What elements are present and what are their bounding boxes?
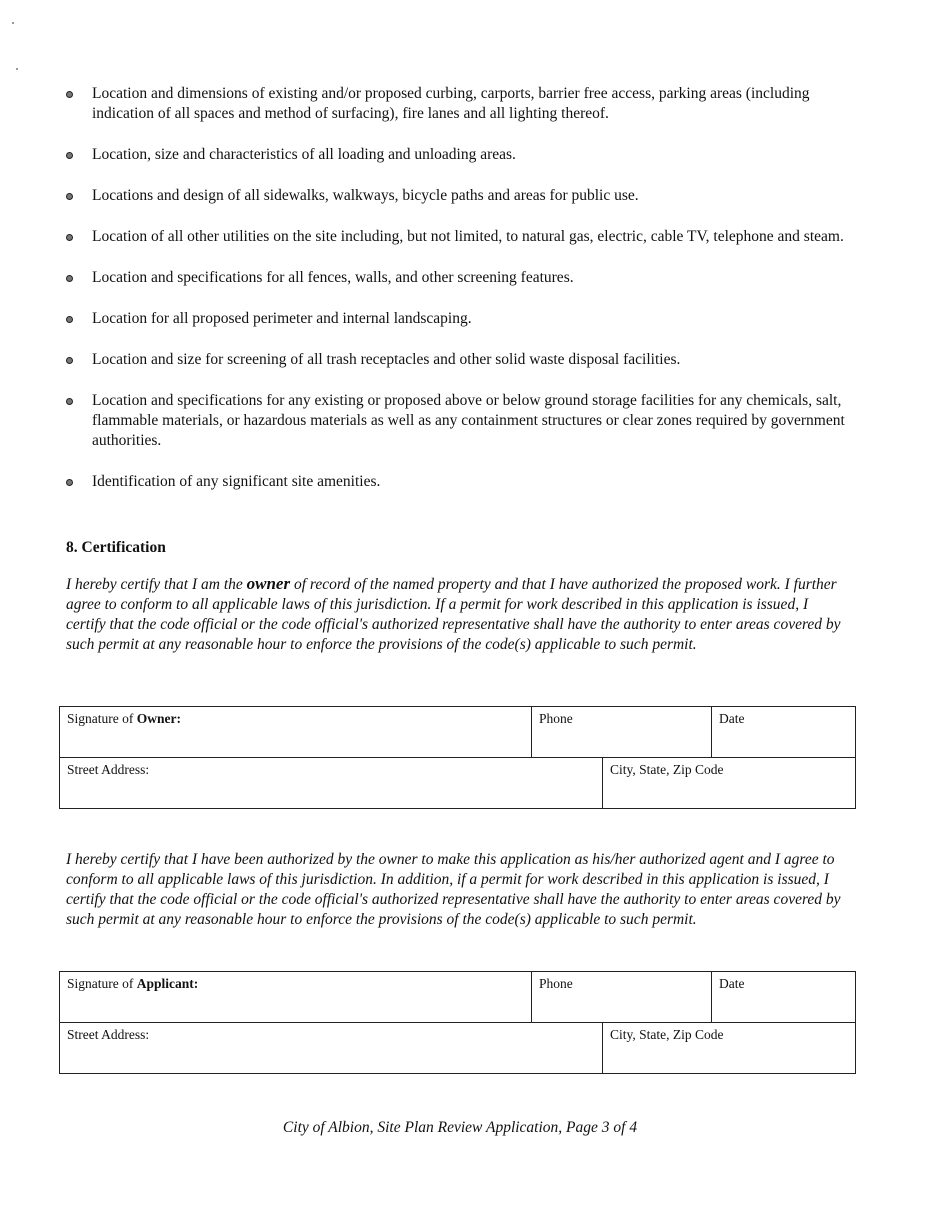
list-item: Identification of any significant site amenities. xyxy=(66,472,856,492)
list-item: Location and size for screening of all trash receptacles and other solid waste disposal facilities. xyxy=(66,350,856,370)
bullet-icon xyxy=(66,479,73,486)
applicant-street-field[interactable]: Street Address: xyxy=(67,1027,150,1042)
bullet-icon xyxy=(66,398,73,405)
bullet-icon xyxy=(66,316,73,323)
list-item: Location and specifications for any existing or proposed above or below ground storage facilities for any chemicals, salt, flammable materials, or hazardous materials as well as any containment structures or clear zones required by government authorities. xyxy=(66,391,856,451)
agent-certification-text: I hereby certify that I have been authorized by the owner to make this application as his/her authorized agent and I agree to conform to all applicable laws of this jurisdiction. In addition, if a permit for work described in this application is issued, I certify that the code official or the code official's authorized representative shall have the authority to enter areas covered by such permit at any reasonable hour to enforce the provisions of the code(s) applicable to such permit. xyxy=(66,851,841,928)
bullet-icon xyxy=(66,91,73,98)
requirements-list xyxy=(66,84,856,513)
bullet-icon xyxy=(66,193,73,200)
applicant-city-field[interactable]: City, State, Zip Code xyxy=(602,1023,855,1073)
bullet-icon xyxy=(66,152,73,159)
table-row xyxy=(60,707,855,757)
bullet-icon xyxy=(66,357,73,364)
applicant-signature-table xyxy=(59,971,856,1074)
table-row xyxy=(60,757,855,808)
table-row xyxy=(60,972,855,1022)
list-item: Location of all other utilities on the site including, but not limited, to natural gas, electric, cable TV, telephone and steam. xyxy=(66,227,856,247)
table-row xyxy=(60,1022,855,1073)
applicant-signature-field[interactable]: Signature of Applicant: xyxy=(67,976,199,991)
owner-certification-text: I hereby certify that I am the owner of record of the named property and that I have authorized the proposed work. I further agree to conform to all applicable laws of this jurisdiction. If a permit for work described in this application is issued, I certify that the code official or the code official's authorized representative shall have the authority to enter areas covered by such permit at any reasonable hour to enforce the provisions of the code(s) applicable to such permit. xyxy=(66,574,841,653)
bullet-icon xyxy=(66,275,73,282)
scan-speck xyxy=(16,68,18,70)
list-item: Location and specifications for all fences, walls, and other screening features. xyxy=(66,268,856,288)
owner-emphasis: owner xyxy=(246,574,291,593)
list-item: Location for all proposed perimeter and internal landscaping. xyxy=(66,309,856,329)
page-footer: City of Albion, Site Plan Review Application, Page 3 of 4 xyxy=(282,1119,638,1136)
owner-city-field[interactable]: City, State, Zip Code xyxy=(602,758,855,808)
list-item: Location, size and characteristics of all loading and unloading areas. xyxy=(66,145,856,165)
scan-speck xyxy=(12,22,14,24)
applicant-date-field[interactable]: Date xyxy=(711,972,855,1022)
owner-phone-field[interactable]: Phone xyxy=(531,707,711,757)
owner-street-field[interactable]: Street Address: xyxy=(67,762,150,777)
bullet-icon xyxy=(66,234,73,241)
section-heading: 8. Certification xyxy=(66,539,166,556)
owner-signature-field[interactable]: Signature of Owner: xyxy=(67,711,181,726)
list-item: Location and dimensions of existing and/or proposed curbing, carports, barrier free access, parking areas (including indication of all spaces and method of surfacing), fire lanes and all lighting thereof. xyxy=(66,84,856,124)
owner-signature-table xyxy=(59,706,856,809)
applicant-phone-field[interactable]: Phone xyxy=(531,972,711,1022)
owner-date-field[interactable]: Date xyxy=(711,707,855,757)
list-item: Locations and design of all sidewalks, walkways, bicycle paths and areas for public use. xyxy=(66,186,856,206)
